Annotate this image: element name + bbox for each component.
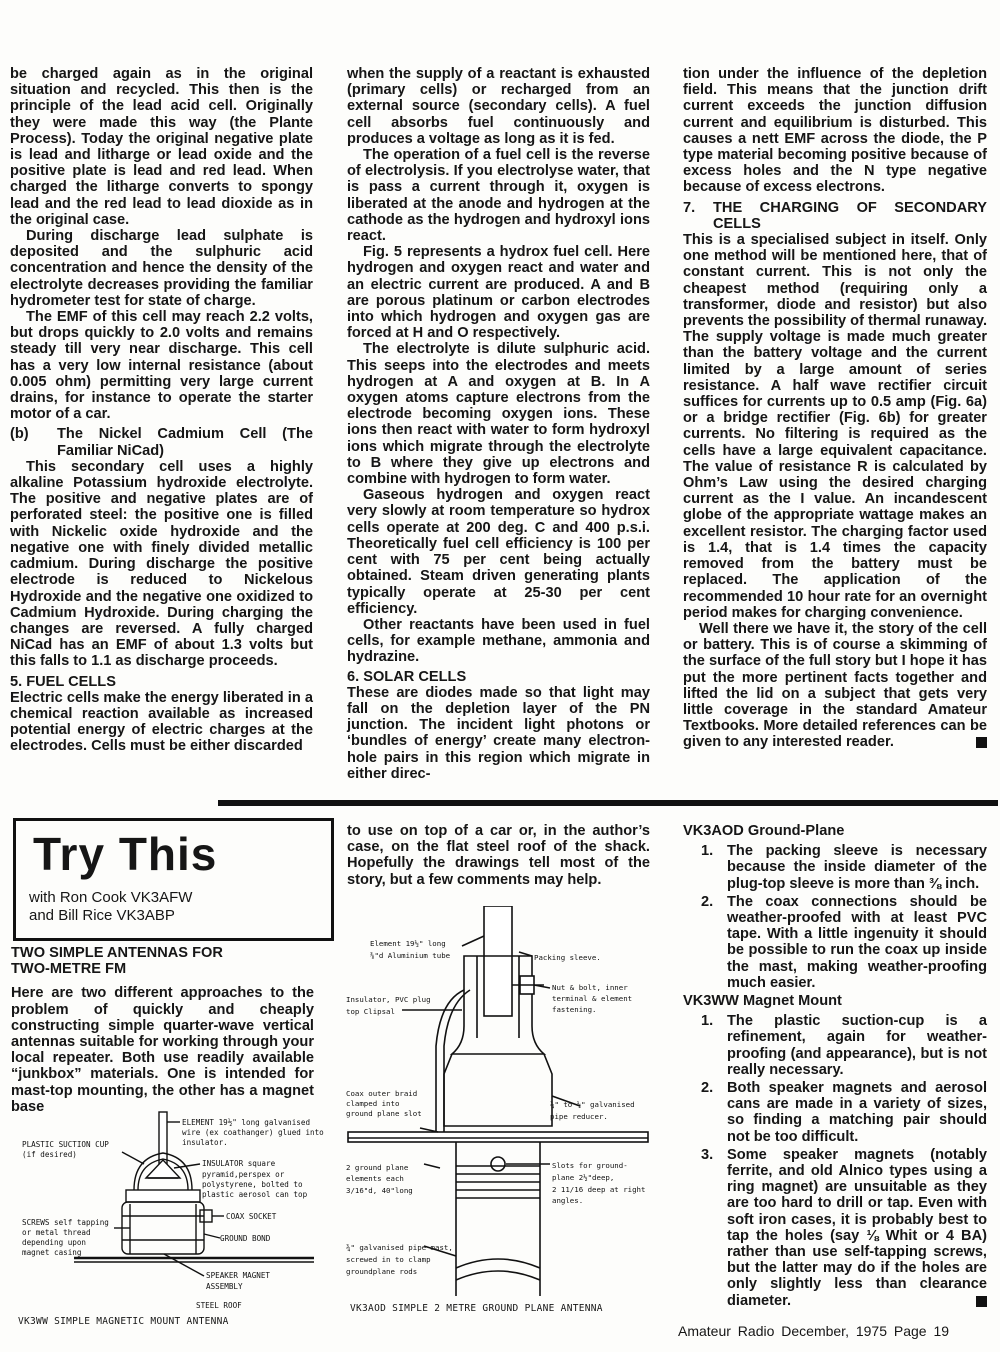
label-insulator-plug: top Clipsal [346,1007,395,1016]
paragraph: This is a specialised subject in itself. Only one method will be mentioned here, that of constant current. This is not only the cheapest method (requiring only a transformer, diode and resistor) but also prevents the possibility of thermal runaway. The supply voltage is made much greater than the battery voltage and the current limited by a large amount of series resistance. A half wave rectifier circuit suffices for currents up to 0.5 amp (Fig. 6a) or a bridge rectifier (Fig. 6b) for greater currents. No filtering is required as the cells have a large equivalent capacitance. The value of resistance R is calculated by Ohm’s Law using the desired charging current as the I value. An incandescent globe of the appropriate wattage makes an excellent resistor. The charging factor used is 1.4, that is 1.4 times the capacity removed from the battery must be replaced. The application of the recommended 10 hour rate for an overnight period makes for charging convenience. [683,232,987,621]
paragraph: The operation of a fuel cell is the reverse of electrolysis. If you electrolyse water, that is pass a current through it, oxygen is liberated at the anode and hydrogen at the cathode as the hydrogen and hydroxyl ions react. [347,147,650,245]
byline-1: with Ron Cook VK3AFW [29,889,193,906]
paragraph: Other reactants have been used in fuel cells, for example methane, ammonia and hydrazine. [347,616,650,666]
magnet-mount-diagram [14,1108,334,1308]
paragraph: Electric cells make the energy liberated in a chemical reaction available as increased potential energy of electric charges at the electrodes. Cells must be either discarded [10,689,313,755]
label-slots: Slots for ground- [552,1161,628,1170]
try-this-box [13,818,334,941]
subheading-magnet-mount: VK3WW Magnet Mount [683,993,842,1010]
list-item [701,894,987,991]
article-column-1 [10,66,313,755]
label-nut-bolt: terminal & element [552,994,633,1003]
list-item-text: Some speaker magnets (notably ferrite, and old Alnico types using a ring magnet) are unsuitable as they are too hard to drill or tap. Even with soft iron cases, it is probably best to tap the holes (say ⅛ Whit or 4 BA) rather than use self-tapping screws, but the latter may do if the holes are only slightly less than clearance diameter. [727,1146,987,1309]
antenna-column-3 [683,823,987,1311]
label-slots: angles. [552,1196,584,1205]
paragraph: During discharge lead sulphate is deposited and the sulphuric acid concentration and hence the density of the electrolyte decreases providing the familiar hydrometer test for state of charge. [10,228,313,309]
label-coax-braid: clamped into [346,1099,400,1108]
paragraph: when the supply of a reactant is exhausted (primary cells) or recharged from an external source (secondary cells). A fuel cell absorbs fuel continuously and produces a voltage as long as it is fed. [347,66,650,147]
figure-caption-magnet-mount: VK3WW SIMPLE MAGNETIC MOUNT ANTENNA [18,1316,229,1327]
label-pipe-mast: ¾" galvanised pipe mast, [346,1243,453,1252]
label-insulator-plug: Insulator, PVC plug [346,995,431,1004]
antenna-column-2 [347,823,650,888]
label-slots: 2 11/16 deep at right [552,1185,646,1194]
label-pipe-mast: groundplane rods [346,1267,418,1276]
label-screws: depending upon [22,1238,87,1247]
paragraph: These are diodes made so that light may fall on the depletion layer of the PN junction. The incident light photons or ‘bundles of energy’ create many electron-hole pairs in this region which migrate in either direc- [347,684,650,782]
section-heading-charging [683,200,987,232]
article-column-3 [683,66,987,751]
section-divider [218,800,998,806]
list-item-number: 1. [701,843,714,860]
label-nut-bolt: fastening. [552,1005,597,1014]
label-screws: SCREWS self tapping [22,1218,109,1227]
list-item [701,1080,987,1145]
label-speaker-magnet: SPEAKER MAGNET [206,1271,271,1280]
label-screws: magnet casing [22,1248,82,1257]
article-column-2 [347,66,650,782]
label-ground-plane-elements: 2 ground plane [346,1163,409,1172]
paragraph: This secondary cell uses a highly alkaline Potassium hydroxide electrolyte. The positive and negative plates are of perforated steel: the positive one is filled with Nickelic oxide hydroxide and the negative one with finely divided metallic cadmium. During discharge the positive electrode is reduced to Nickelous Hydroxide and the negative one oxidized to Cadmium Hydroxide. During charging the changes are reversed. A fully charged NiCad has an EMF of about 1.3 volts but this falls to 1.1 as discharge proceeds. [10,458,313,670]
label-coax-socket: COAX SOCKET [226,1212,277,1221]
list-item-text: The coax connections should be weather-proofed with at least PVC tape. With a little ingenuity it should be possible to run the coax up inside the mast, making weather-proofing much easier. [727,893,987,991]
ground-plane-diagram [344,906,660,1302]
end-mark-icon [976,1296,987,1307]
list-item [701,843,987,892]
label-pipe-reducer: pipe reducer. [550,1112,608,1121]
label-insulator: pyramid,perspex or [202,1170,285,1179]
heading-text: The Nickel Cadmium Cell (The Familiar NiCad) [57,426,313,459]
list-item-text: Both speaker magnets and aerosol cans are made in a variety of sizes, so finding a matching pair should not be too difficult. [727,1080,987,1145]
label-element: insulator. [182,1138,228,1147]
heading-text: THE CHARGING OF SECONDARY CELLS [713,199,987,232]
end-mark-icon [976,737,987,748]
paragraph: tion under the influence of the depletion field. This means that the junction drift current exceeds the junction diffusion current and equilibrium is disturbed. This causes a nett EMF across the diode, the P type material becoming positive because of excess holes and the N type negative because of excess electrons. [683,66,987,196]
paragraph [683,621,987,751]
byline-2: and Bill Rice VK3ABP [29,907,175,924]
label-pipe-mast: screwed in to clamp [346,1255,431,1264]
label-screws: or metal thread [22,1228,91,1237]
label-ground-plane-elements: elements each [346,1174,404,1183]
heading-number: 7. [683,199,696,216]
notes-list-magnet-mount [683,1013,987,1309]
label-insulator: INSULATOR square [202,1159,276,1168]
label-suction-cup: (if desired) [22,1150,77,1159]
list-item [701,1013,987,1078]
label-steel-roof: STEEL ROOF [196,1301,242,1308]
section-heading-solar-cells: 6. SOLAR CELLS [347,668,467,685]
list-item-text: The plastic suction-cup is a refinement, again for weather-proofing (and appearance), but is not really necessary. [727,1013,987,1078]
try-this-title: Try This [33,828,218,880]
antenna-column-1 [11,945,314,1115]
label-ground-bond: GROUND BOND [220,1234,271,1243]
paragraph: The EMF of this cell may reach 2.2 volts, but drops quickly to 2.0 volts and remains steady till very near discharge. This cell has a very low internal resistance (about 0.005 ohm) permitting very large current drains, for instance to operate the starter motor of a car. [10,309,313,423]
label-suction-cup: PLASTIC SUCTION CUP [22,1140,109,1149]
label-insulator: polystyrene, bolted to [202,1180,303,1189]
paragraph: Here are two different approaches to the problem of quickly and cheaply constructing simple quarter-wave vertical antennas suitable for working through your local repeater. Both use readily available “junkbox” materials. One is intended for mast-top mounting, the other has a magnet base [11,985,314,1115]
label-insulator: plastic aerosol can top [202,1190,308,1199]
heading-number: (b) [10,426,29,443]
byline [29,889,192,925]
notes-list-ground-plane [683,843,987,991]
paragraph: to use on top of a car or, in the author’s case, on the flat steel roof of the shack. Hopefully the drawings tell most of the story, but a few comments may help. [347,823,650,888]
list-item [701,1147,987,1309]
section-heading-nicad [10,426,313,458]
list-item-number: 3. [701,1146,714,1163]
label-nut-bolt: Nut & bolt, inner [552,983,628,992]
section-heading-fuel-cells: 5. FUEL CELLS [10,673,116,690]
label-element-tube: Element 19½" long [370,939,446,948]
paragraph: Fig. 5 represents a hydrox fuel cell. Here hydrogen and oxygen react and water and an electric current are produced. A and B are porous platinum or carbon electrodes into which hydrogen and oxygen gas are forced at H and O respectively. [347,244,650,342]
label-coax-braid: Coax outer braid [346,1089,418,1098]
label-slots: plane 2½"deep, [552,1173,615,1182]
article-heading: TWO SIMPLE ANTENNAS FOR TWO-METRE FM [11,945,223,978]
list-item-text: The packing sleeve is necessary because the inside diameter of the plug-top sleeve is more than ⅜ inch. [727,843,987,892]
list-item-number: 1. [701,1013,714,1030]
label-element: ELEMENT 19½" long galvanised [182,1118,311,1127]
label-speaker-magnet: ASSEMBLY [206,1282,243,1291]
list-item-number: 2. [701,1080,714,1097]
paragraph-text: Well there we have it, the story of the cell or battery. This is of course a skimming of the surface of the full story but I hope it has put the more pertinent facts together and lifted the lid on a subject that gets very little coverage in the standard Amateur Textbooks. More detailed references can be given to any interested reader. [683,620,987,751]
figure-caption-ground-plane: VK3AOD SIMPLE 2 METRE GROUND PLANE ANTENNA [350,1303,603,1314]
label-element-tube: ⅜"d Aluminium tube [370,951,451,960]
label-ground-plane-elements: 3/16"d, 40"long [346,1186,413,1195]
page-footer: Amateur Radio December, 1975 Page 19 [678,1323,950,1339]
paragraph: be charged again as in the original situation and recycled. This then is the principle of the lead acid cell. Originally they were made this way (the Plante Process). Today the original negative plate is lead and litharge or lead oxide and the positive plate is lead and red lead. When charged the litharge converts to spongy lead and the red lead to lead dioxide as in the original case. [10,66,313,228]
subheading-ground-plane: VK3AOD Ground-Plane [683,823,845,839]
label-element: wire (ex coathanger) glued into [182,1128,324,1137]
list-item-number: 2. [701,893,714,910]
paragraph: The electrolyte is dilute sulphuric acid. This seeps into the electrodes and meets hydrogen at A and oxygen at B. In A oxygen atoms capture electrons from the electrode becoming oxygen ions. These ions then react with water to form hydroxyl ions which migrate through the electrolyte to B where they give up electrons and combine with hydrogen to form water. [347,341,650,488]
paragraph: Gaseous hydrogen and oxygen react very slowly at room temperature so hydrox cells operate at 200 deg. C and 400 p.s.i. Theoretically fuel cell efficiency is 100 per cent with 75 per cent being actually obtained. Steam driven generating plants typically operate at 25-30 per cent efficiency. [347,487,650,617]
label-packing-sleeve: Packing sleeve. [534,953,601,962]
label-pipe-reducer: ¾" to ½" galvanised [550,1100,635,1109]
label-coax-braid: ground plane slot [346,1109,422,1118]
